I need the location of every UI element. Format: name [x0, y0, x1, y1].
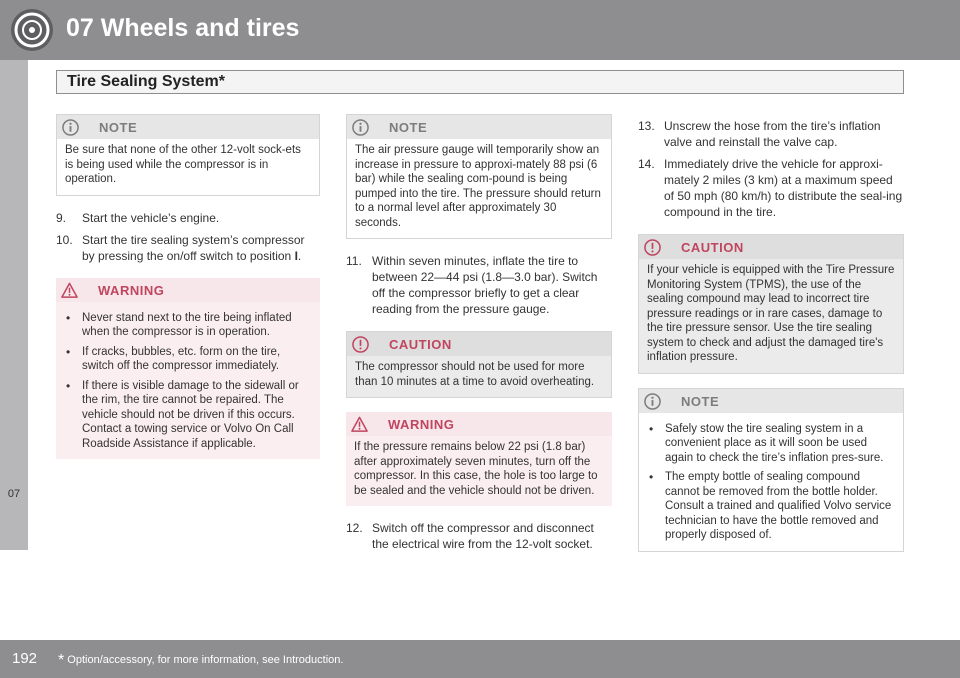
column-2: [346, 114, 612, 566]
warning-box: [56, 278, 320, 460]
page-footer: [0, 640, 960, 678]
note-box-header: [57, 115, 319, 139]
note-box: [638, 388, 904, 552]
info-icon: [352, 119, 369, 136]
caution-box-header: [639, 235, 903, 259]
warning-box-header: [346, 412, 612, 436]
step-text: Within seven minutes, inflate the tire to between 22—44 psi (1.8—3.0 bar). Switch off the compressor briefly to get a clear reading from the pressure gauge.: [372, 254, 598, 316]
note-box: [346, 114, 612, 239]
step-text: Immediately drive the vehicle for approxi-mately 2 miles (3 km) at a maximum speed of 50 mph (80 km/h) to distribute the seal-ing compound in the tire.: [664, 157, 903, 219]
caution-icon: [644, 239, 661, 256]
note-list: [647, 422, 895, 543]
caution-text: If your vehicle is equipped with the Tire Pressure Monitoring System (TPMS), the use of the sealing compound may lead to incorrect tire pressure readings or in rare cases, damage to the tire pressure sensor. Use the tire sealing system to check and adjust the damaged tire's inflation pressure.: [639, 259, 903, 373]
footnote-text: Option/accessory, for more information, see Introduction.: [64, 654, 344, 666]
step-text: Unscrew the hose from the tire’s inflation valve and reinstall the valve cap.: [664, 119, 881, 149]
step-item: [56, 210, 320, 226]
info-icon: [62, 119, 79, 136]
note-title: NOTE: [389, 120, 428, 135]
caution-box: [638, 234, 904, 374]
step-item: [346, 253, 612, 317]
chapter-side-tab-label: 07: [7, 488, 21, 500]
footnote-star: *: [58, 652, 65, 669]
caution-title: CAUTION: [389, 337, 452, 352]
step-item: [56, 232, 320, 264]
note-text: Be sure that none of the other 12-volt sock-ets is being used while the compressor is in operation.: [65, 144, 301, 185]
caution-box: [346, 331, 612, 398]
steps-list: [56, 210, 320, 264]
steps-list: [346, 253, 612, 317]
wheel-icon: [10, 8, 54, 52]
step-number: 10.: [56, 232, 73, 247]
step-text: Start the vehicle’s engine.: [82, 210, 220, 225]
warning-list: [64, 311, 312, 452]
warning-triangle-icon: [61, 282, 78, 299]
note-box: [56, 114, 320, 196]
section-title-bar: [56, 70, 904, 94]
note-box-header: [639, 389, 903, 413]
step-number: 9.: [56, 210, 67, 225]
chapter-header: [0, 0, 960, 60]
section-title: Tire Sealing System*: [67, 73, 225, 90]
note-title: NOTE: [681, 393, 720, 409]
chapter-side-tab: [0, 60, 28, 550]
chapter-title: 07 Wheels and tires: [66, 14, 300, 42]
note-box-header: [347, 115, 611, 139]
warning-title: WARNING: [388, 417, 455, 432]
list-item: • If there is visible damage to the sidewall or the rim, the tire cannot be repaired. The vehicle should not be driven if this occurs. Contact a towing service or Volvo On Call Roadside Assistance if applicable.: [64, 379, 312, 452]
step-item: [638, 156, 904, 220]
step-text: Switch off the compressor and disconnect the electrical wire from the 12-volt socket.: [372, 521, 594, 551]
column-3: [638, 114, 904, 566]
info-icon: [644, 393, 661, 410]
note-text: The air pressure gauge will temporarily show an increase in pressure to approxi-mately 88 psi (6 bar) while the sealing com-pound is being pumped into the tire. The pressure should return to a normal level after approximately 30 seconds.: [355, 144, 601, 229]
list-item: • Never stand next to the tire being inflated when the compressor is in operation.: [64, 311, 312, 340]
warning-triangle-icon: [351, 416, 368, 433]
steps-list: [638, 118, 904, 220]
caution-title: CAUTION: [681, 240, 744, 255]
step-text-tail: .: [297, 248, 302, 263]
warning-body: [56, 302, 320, 460]
step-text: Start the tire sealing system’s compressor by pressing the on/off switch to position: [82, 232, 305, 263]
column-1: [56, 114, 320, 473]
warning-title: WARNING: [98, 282, 165, 298]
steps-list: [346, 520, 612, 552]
warning-text: If the pressure remains below 22 psi (1.8 bar) after approximately seven minutes, turn off the compressor. In this case, the hole is too large to be sealed and the vehicle should not be driven.: [346, 436, 612, 506]
step-number: 12.: [346, 521, 363, 535]
caution-text: The compressor should not be used for more than 10 minutes at a time to avoid overheating.: [347, 356, 611, 397]
list-item: • The empty bottle of sealing compound cannot be removed from the bottle holder. Consult a trained and qualified Volvo service technician to have the bottle removed and properly disposed of.: [647, 470, 895, 543]
warning-box-header: [56, 278, 320, 302]
list-item: • Safely stow the tire sealing system in a convenient place as it will soon be used again to check the tire’s inflation pres-sure.: [647, 422, 895, 466]
step-number: 14.: [638, 157, 655, 171]
switch-position-label: I: [294, 248, 298, 263]
step-item: [638, 118, 904, 150]
note-body: [639, 413, 903, 551]
step-item: [346, 520, 612, 552]
warning-box: [346, 412, 612, 506]
caution-box-header: [347, 332, 611, 356]
step-number: 13.: [638, 119, 655, 133]
footnote: [58, 652, 343, 670]
page-number: 192: [12, 650, 38, 667]
note-title: NOTE: [99, 120, 138, 135]
list-item: • If cracks, bubbles, etc. form on the tire, switch off the compressor immediately.: [64, 345, 312, 374]
caution-icon: [352, 336, 369, 353]
step-number: 11.: [346, 254, 362, 268]
